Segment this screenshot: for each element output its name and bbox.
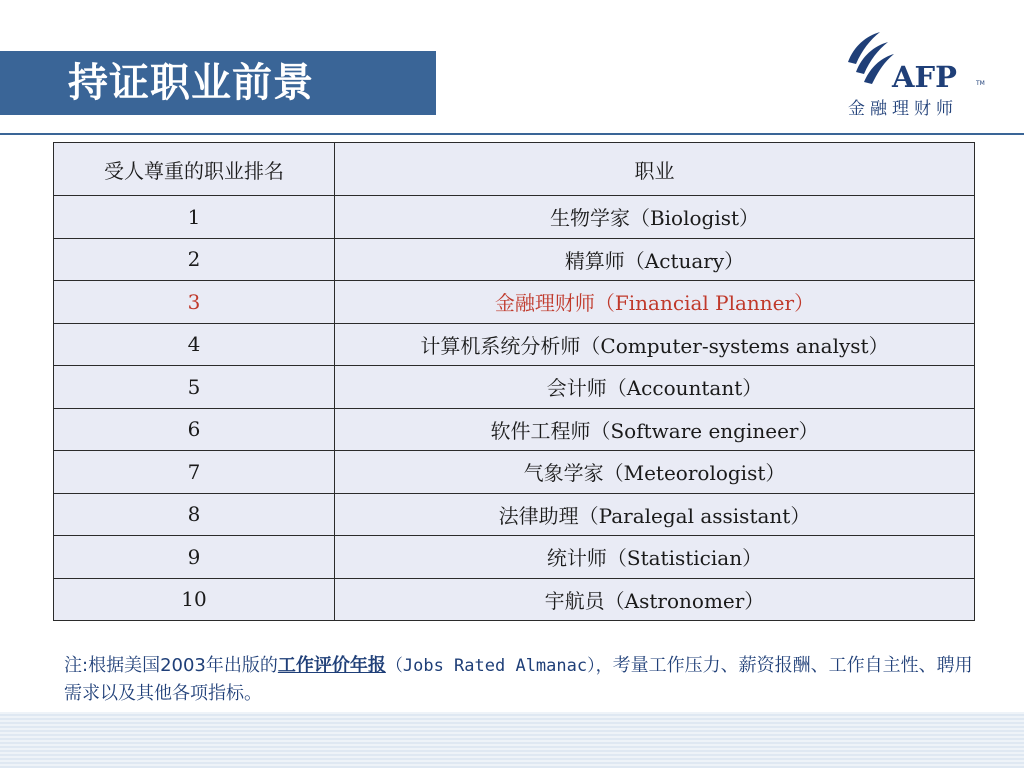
- job-cell: 统计师（Statistician）: [335, 536, 975, 579]
- header-rank: 受人尊重的职业排名: [54, 143, 335, 196]
- table-row: [54, 408, 975, 451]
- note-source-title: 工作评价年报: [277, 655, 386, 676]
- job-cell: 生物学家（Biologist）: [335, 196, 975, 239]
- job-cell: 法律助理（Paralegal assistant）: [335, 493, 975, 536]
- rank-cell: 5: [54, 366, 335, 409]
- note-prefix: 注:根据美国2003年出版的: [64, 655, 278, 676]
- job-cell: 精算师（Actuary）: [335, 238, 975, 281]
- header-job: 职业: [335, 143, 975, 196]
- footnote: [64, 652, 974, 708]
- job-cell: 计算机系统分析师（Computer-systems analyst）: [335, 323, 975, 366]
- table-row-highlighted: [54, 281, 975, 324]
- table-row: [54, 196, 975, 239]
- rank-cell: 1: [54, 196, 335, 239]
- job-cell: 会计师（Accountant）: [335, 366, 975, 409]
- rank-cell: 8: [54, 493, 335, 536]
- header-divider: [0, 133, 1024, 135]
- job-cell: 金融理财师（Financial Planner）: [335, 281, 975, 324]
- rank-cell: 3: [54, 281, 335, 324]
- rank-cell: 7: [54, 451, 335, 494]
- table-row: [54, 493, 975, 536]
- job-cell: 气象学家（Meteorologist）: [335, 451, 975, 494]
- note-source-english: （Jobs Rated Almanac），: [385, 656, 613, 676]
- rank-cell: 10: [54, 578, 335, 621]
- logo-chinese-name: 金融理财师: [848, 99, 958, 119]
- table-header-row: [54, 143, 975, 196]
- afp-flame-icon: [840, 28, 900, 88]
- rank-cell: 2: [54, 238, 335, 281]
- slide-title: 持证职业前景: [68, 60, 314, 106]
- table-row: [54, 578, 975, 621]
- table-row: [54, 238, 975, 281]
- career-ranking-table: [53, 142, 975, 621]
- afp-logo: [840, 28, 990, 120]
- afp-wordmark: AFP: [892, 60, 957, 94]
- table-row: [54, 451, 975, 494]
- note-suffix: 考量工作压力、薪资报酬、工作自主性、聘用需求以及其他各项指标。: [64, 655, 973, 704]
- table-row: [54, 366, 975, 409]
- rank-cell: 9: [54, 536, 335, 579]
- footer-decoration: [0, 712, 1024, 768]
- rank-cell: 4: [54, 323, 335, 366]
- job-cell: 宇航员（Astronomer）: [335, 578, 975, 621]
- table-row: [54, 323, 975, 366]
- table-row: [54, 536, 975, 579]
- job-cell: 软件工程师（Software engineer）: [335, 408, 975, 451]
- trademark-mark: TM: [976, 80, 985, 87]
- rank-cell: 6: [54, 408, 335, 451]
